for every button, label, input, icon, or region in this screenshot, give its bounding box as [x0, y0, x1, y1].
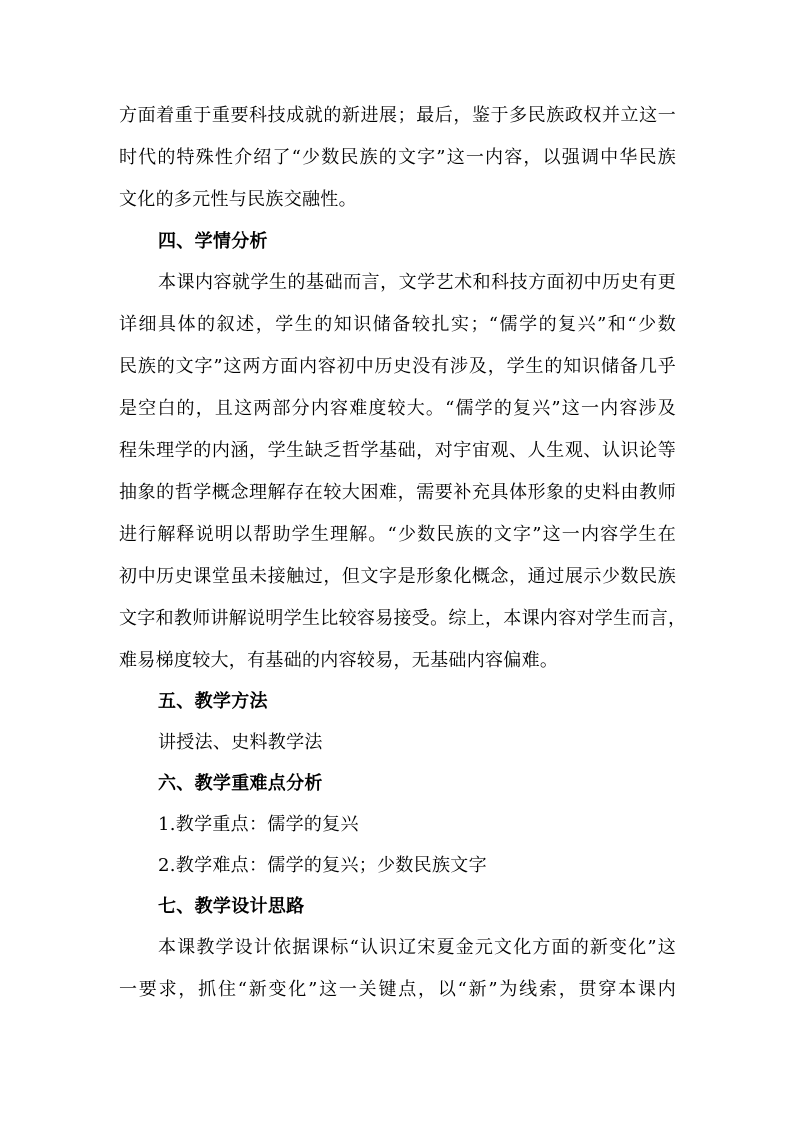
list-item: 1.教学重点：儒学的复兴 [158, 814, 359, 835]
paragraph-line: 是空白的，且这两部分内容难度较大。“儒学的复兴”这一内容涉及 [119, 398, 676, 419]
intro-paragraph-line: 方面着重于重要科技成就的新进展；最后，鉴于多民族政权并立这一 [119, 105, 676, 126]
paragraph-line: 民族的文字”这两方面内容初中历史没有涉及，学生的知识储备几乎 [119, 356, 676, 377]
paragraph-line: 详细具体的叙述，学生的知识储备较扎实；“儒学的复兴”和“少数 [119, 314, 676, 335]
intro-paragraph-line: 时代的特殊性介绍了“少数民族的文字”这一内容，以强调中华民族 [119, 147, 676, 168]
paragraph-line: 本课内容就学生的基础而言，文学艺术和科技方面初中历史有更 [158, 272, 676, 293]
paragraph-line: 本课教学设计依据课标“认识辽宋夏金元文化方面的新变化”这 [158, 937, 676, 958]
section-heading: 四、学情分析 [158, 231, 268, 252]
section-heading: 五、教学方法 [158, 691, 268, 712]
paragraph-line: 一要求，抓住“新变化”这一关键点，以“新”为线索，贯穿本课内 [119, 979, 676, 1000]
paragraph-line: 初中历史课堂虽未接触过，但文字是形象化概念，通过展示少数民族 [119, 566, 676, 587]
paragraph-line: 讲授法、史料教学法 [158, 732, 323, 753]
intro-paragraph-line: 文化的多元性与民族交融性。 [119, 189, 357, 210]
paragraph-line: 进行解释说明以帮助学生理解。“少数民族的文字”这一内容学生在 [119, 524, 676, 545]
paragraph-line: 文字和教师讲解说明学生比较容易接受。综上，本课内容对学生而言， [119, 608, 687, 629]
paragraph-line: 程朱理学的内涵，学生缺乏哲学基础，对宇宙观、人生观、认识论等 [119, 440, 676, 461]
section-heading: 七、教学设计思路 [158, 896, 305, 917]
paragraph-line: 抽象的哲学概念理解存在较大困难，需要补充具体形象的史料由教师 [119, 482, 676, 503]
paragraph-line: 难易梯度较大，有基础的内容较易，无基础内容偏难。 [119, 650, 559, 671]
list-item: 2.教学难点：儒学的复兴；少数民族文字 [158, 855, 487, 876]
section-heading: 六、教学重难点分析 [158, 773, 323, 794]
